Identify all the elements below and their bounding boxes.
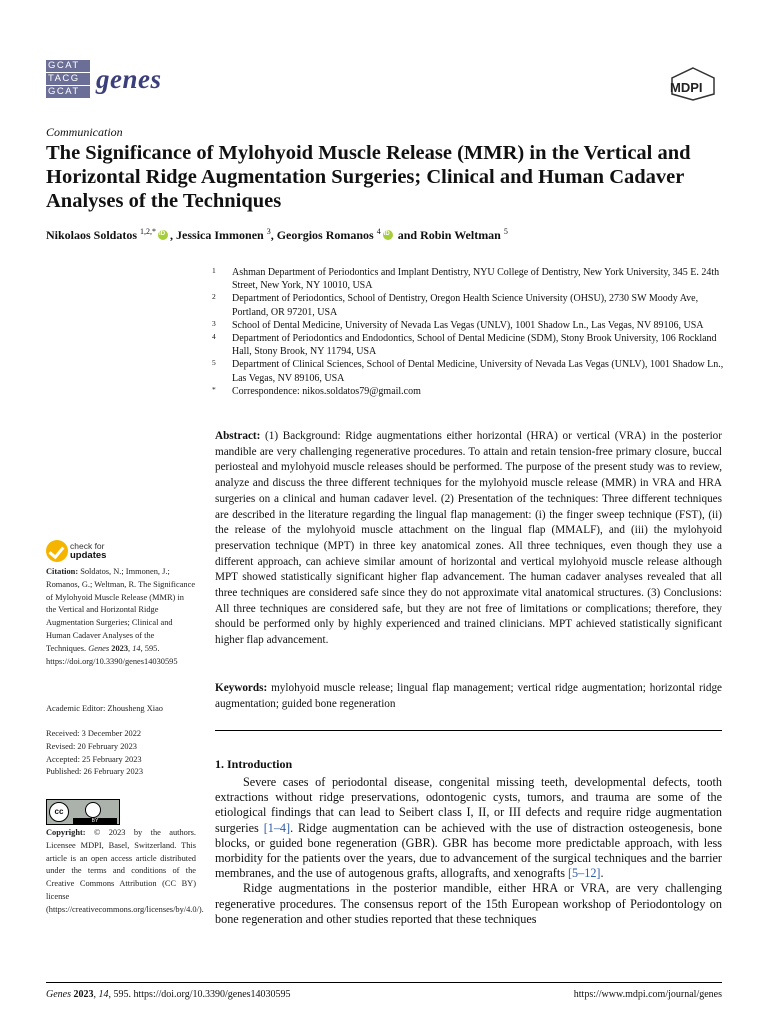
journal-logo <box>46 60 92 102</box>
copyright-label: Copyright: <box>46 828 86 837</box>
paragraph-text: . <box>600 866 604 881</box>
author-sup: 5 <box>503 227 508 236</box>
affiliation <box>212 266 724 292</box>
affiliation <box>212 292 724 318</box>
footer-citation: Genes 2023, 14, 595. https://doi.org/10.3390/genes14030595 <box>46 989 291 1000</box>
author-sup: 4 <box>376 227 381 236</box>
academic-editor: Academic Editor: Zhousheng Xiao <box>46 704 163 713</box>
affiliation-number: 2 <box>212 292 216 302</box>
cc-by-license-icon[interactable] <box>46 799 120 825</box>
cc-icon: cc <box>49 802 69 822</box>
affiliation-number: * <box>212 384 216 394</box>
footer-volume: 14 <box>98 989 109 1000</box>
author-sup: 1,2,* <box>140 227 157 236</box>
section-divider <box>215 730 722 731</box>
footer-divider <box>46 982 722 983</box>
check-updates-icon <box>46 540 68 562</box>
orcid-icon[interactable] <box>158 230 168 240</box>
logo-row: GCAT <box>46 86 90 98</box>
keywords-text: mylohyoid muscle release; lingual flap management; vertical ridge augmentation; horizontal ridge augmentation; guided bone regeneration <box>215 682 722 710</box>
copyright-text: © 2023 by the authors. Licensee MDPI, Basel, Switzerland. This article is an open access article distributed under the terms and conditions of the Creative Commons Attribution (CC BY) license (https://creativecommons.org/licenses/by/4.0/). <box>46 828 204 914</box>
citation-text: Soldatos, N.; Immonen, J.; Romanos, G.; Weltman, R. The Significance of Mylohyoid Muscle Release (MMR) in the Vertical and Horizontal Ridge Augmentation Surgeries; Clinical and Human Cadaver Analyses of the Techniques. <box>46 567 196 653</box>
article-type: Communication <box>46 125 123 139</box>
footer-doi[interactable]: , 595. https://doi.org/10.3390/genes14030595 <box>108 989 291 1000</box>
by-label: BY <box>73 818 117 824</box>
affiliation-text: Department of Periodontics and Endodontics, School of Dental Medicine (SDM), Stony Brook University, 106 Rockland Hall, Stony Brook, NY 11794, USA <box>232 333 717 358</box>
citation-link[interactable]: [1–4] <box>263 820 291 835</box>
orcid-icon[interactable] <box>383 230 393 240</box>
author-name[interactable]: Robin Weltman <box>420 228 501 242</box>
logo-row: TACG <box>46 73 90 85</box>
abstract-label: Abstract: <box>215 430 261 442</box>
author-sup: 3 <box>266 227 271 236</box>
affiliation-text[interactable]: Correspondence: nikos.soldatos79@gmail.com <box>232 385 421 397</box>
citation-link[interactable]: [5–12] <box>568 866 601 881</box>
abstract <box>215 429 722 649</box>
author-name[interactable]: Nikolaos Soldatos <box>46 228 138 242</box>
date-received: Received: 3 December 2022 <box>46 729 142 738</box>
paragraph-text: Ridge augmentations in the posterior mandible, either HRA or VRA, are very challenging regenerative procedures. The consensus report of the 15th European workshop of Periodontology on bone regeneration and other studies reported that these techniques <box>215 881 722 926</box>
affiliation <box>212 319 724 332</box>
affiliation-number: 1 <box>212 266 216 275</box>
date-accepted: Accepted: 25 February 2023 <box>46 754 142 764</box>
logo-row: GCAT <box>46 60 90 72</box>
article-title: The Significance of Mylohyoid Muscle Release (MMR) in the Vertical and Horizontal Ridge Augmentation Surgeries; Clinical and Human Cadaver Analyses of the Techniques <box>46 142 691 212</box>
affiliation-text: School of Dental Medicine, University of Nevada Las Vegas (UNLV), 1001 Shadow Ln., Las Vegas, NV 89106, USA <box>232 319 704 331</box>
abstract-text: (1) Background: Ridge augmentations either horizontal (HRA) or vertical (VRA) in the posterior mandible are very challenging regenerative procedures. To attain and retain tension-free primary closure, buccal periosteal and mylohyoid muscle releases should be performed. The purpose of the present study was to review, analyze and discuss the three different techniques for the mylohyoid muscle release (MMR) in VRA and HRA surgeries on a clinical and human cadaver level. (2) Presentation of the techniques: Three different techniques are described in the literature regarding the lingual flap management: (i) the finger sweep technique (FST), (ii) the release of the mylohyoid muscle attachment on the lingual flap (MMALF), and (iii) the mylohyoid preservation technique (MPT) in three key anatomical zones. All three techniques, even though they use a different approach, can achieve similar amount of horizontal and vertical mylohyoid muscle release although MPT showed statistically significant higher flap advancement. The human cadaver analyses revealed that all three techniques are considered safe since they do not approximate vital anatomical structures. (3) Conclusions: All three techniques are considered safe, but they are not free of limitations or complications; therefore, they should be performed only by highly experienced and trained clinicians. MPT achieved statistically significant higher flap advancement. <box>215 430 722 647</box>
dates-block <box>46 728 196 779</box>
body-paragraph <box>215 775 722 927</box>
citation-volume: 14 <box>132 643 141 653</box>
check-updates-sub: updates <box>70 550 107 561</box>
check-updates-title: check for <box>70 541 105 551</box>
affiliation-number: 3 <box>212 318 216 328</box>
publisher-name: MDPI <box>670 80 703 95</box>
check-updates-label <box>70 542 106 560</box>
keywords-label: Keywords: <box>215 682 268 694</box>
citation-block: Citation: Soldatos, N.; Immonen, J.; Romanos, G.; Weltman, R. The Significance of Mylohyoid Muscle Release (MMR) in the Vertical and Horizontal Ridge Augmentation Surgeries; Clinical and Human Cadaver Analyses of the Techniques. Genes 2023, 14, 595. https://doi.org/10.3390/genes14030595 <box>46 567 196 666</box>
affiliation-number: 4 <box>212 332 216 342</box>
affiliation-text: Department of Periodontics, School of Dentistry, Oregon Health Science University (OHSU), 2730 SW Moody Ave, Portland, OR 97201, USA <box>232 293 699 318</box>
date-revised: Revised: 20 February 2023 <box>46 741 137 751</box>
paragraph-text: Severe cases of periodontal disease, congenital missing teeth, developmental defects, tooth extractions without ridge preservations, odontogenic cysts, tumors, and trauma are some of the etiological findings that can lead to Seibert class I, II, or III defects and require ridge augmentation surgeries <box>215 775 722 835</box>
citation-journal: Genes <box>88 643 110 653</box>
affiliation-text: Department of Clinical Sciences, School of Dental Medicine, University of Nevada Las Vegas (UNLV), 1001 Shadow Ln., Las Vegas, NV 89106, USA <box>232 359 724 384</box>
keywords <box>215 681 722 712</box>
author-name[interactable]: Georgios Romanos <box>276 228 374 242</box>
affiliation <box>212 358 724 384</box>
citation-year: 2023 <box>111 643 128 653</box>
affiliation-list <box>212 266 724 398</box>
correspondence <box>212 385 724 398</box>
paragraph-text: . Ridge augmentation can be achieved with the use of distraction osteogenesis, bone blocks, or guided bone regeneration (GBR). GBR has become more predictable approach, with less morbidity for the patients over the years, due to advancement of the surgical techniques and the barrier membranes, and the use of autogenous grafts, allografts, and xenografts <box>215 820 722 881</box>
copyright-block <box>46 827 204 917</box>
citation-label: Citation: <box>46 567 79 576</box>
affiliation-number: 5 <box>212 358 216 368</box>
journal-name: genes <box>96 64 162 94</box>
author-name[interactable]: Jessica Immonen <box>176 228 264 242</box>
section-heading: 1. Introduction <box>215 757 293 771</box>
citation-doi[interactable]: , 595. https://doi.org/10.3390/genes14030595 <box>46 643 178 666</box>
author-list: Nikolaos Soldatos $^{1,2,*}$iD , Jessica Immonen $^3$, Georgios Romanos $^4$iD and Robin Weltman $^5$ <box>46 227 508 243</box>
date-published: Published: 26 February 2023 <box>46 767 144 777</box>
affiliation-text: Ashman Department of Periodontics and Implant Dentistry, NYU College of Dentistry, New York University, 345 E. 24th Street, New York, NY 10010, USA <box>232 267 720 292</box>
footer-year: 2023 <box>73 989 94 1000</box>
footer-journal-url[interactable]: https://www.mdpi.com/journal/genes <box>573 989 722 1000</box>
footer-journal: Genes <box>46 989 71 1000</box>
person-icon <box>85 802 101 818</box>
affiliation <box>212 332 724 358</box>
